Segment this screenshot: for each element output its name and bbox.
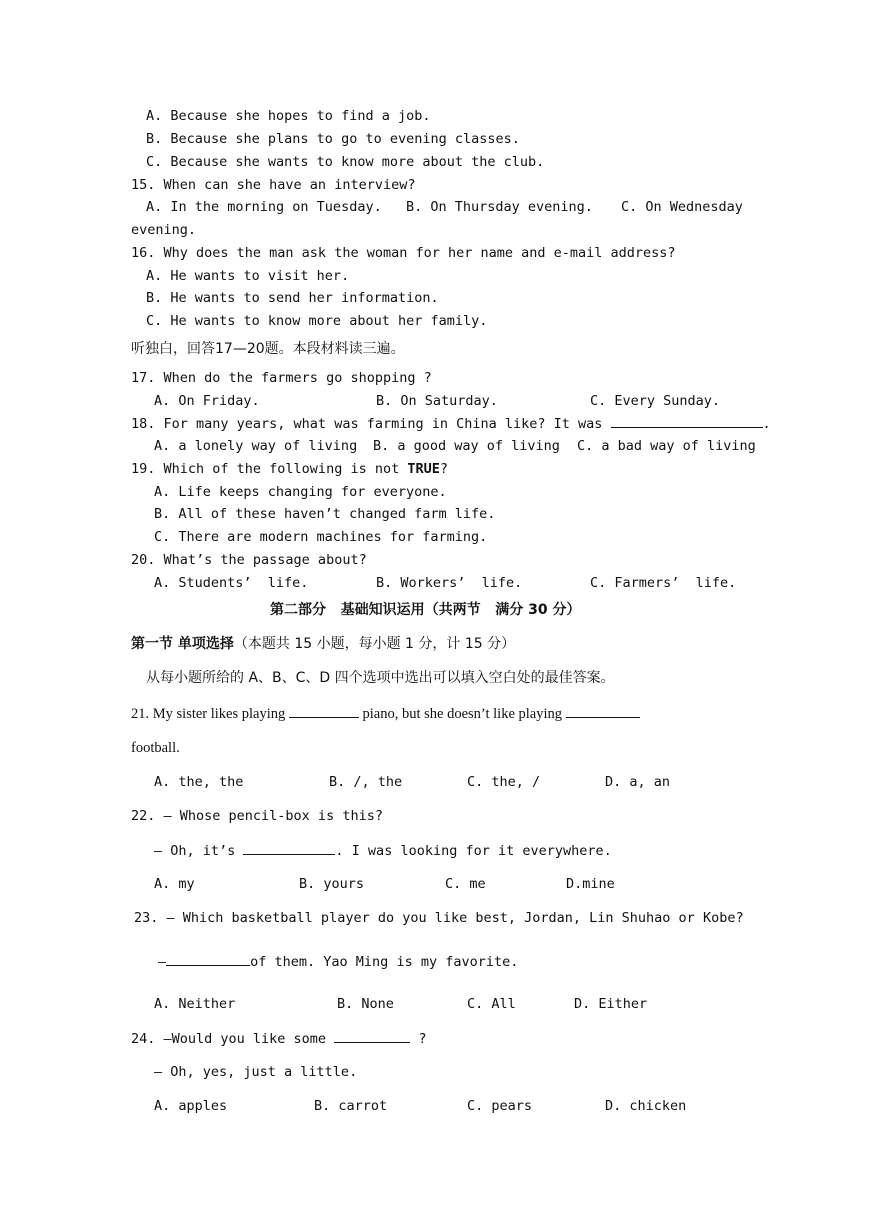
q21-blank-1 — [289, 704, 359, 718]
q24-stem — [131, 1029, 427, 1048]
q21-stem-part1: 21. My sister likes playing — [131, 706, 286, 722]
q23-stem: 23. — Which basketball player do you like best, Jordan, Lin Shuhao or Kobe? — [134, 910, 744, 926]
q22-reply-start: — Oh, it’s — [154, 843, 236, 859]
q17-stem: 17. When do the farmers go shopping ? — [131, 370, 432, 386]
q16-option-a: A. He wants to visit her. — [146, 268, 350, 284]
q24-answer-blank — [334, 1029, 410, 1043]
q22-option-a: A. my — [154, 876, 195, 892]
q21-option-d: D. a, an — [605, 774, 671, 790]
q18-stem-text: 18. For many years, what was farming in China like? It was — [131, 416, 603, 432]
q24-reply: — Oh, yes, just a little. — [154, 1064, 358, 1080]
q18-option-b: B. a good way of living — [373, 438, 560, 454]
q22-stem: 22. — Whose pencil-box is this? — [131, 808, 383, 824]
q22-reply — [154, 841, 612, 860]
q19-option-a: A. Life keeps changing for everyone. — [154, 484, 447, 500]
q19-option-b: B. All of these haven’t changed farm life. — [154, 506, 496, 522]
q23-option-a: A. Neither — [154, 996, 236, 1012]
q21-option-a: A. the, the — [154, 774, 244, 790]
q22-reply-end: . I was looking for it everywhere. — [335, 843, 612, 859]
q21-stem-continued: football. — [131, 740, 180, 756]
q23-option-b: B. None — [337, 996, 394, 1012]
section1-heading — [131, 635, 515, 653]
q19-stem — [131, 460, 448, 478]
q23-reply-start: — — [158, 954, 167, 970]
q20-option-c: C. Farmers’ life. — [590, 575, 737, 591]
section1-title: 第一节 单项选择 — [131, 636, 234, 652]
q15-stem: 15. When can she have an interview? — [131, 177, 416, 193]
q21-option-c: C. the, / — [467, 774, 541, 790]
q18-stem — [131, 414, 771, 433]
q17-option-b: B. On Saturday. — [376, 393, 498, 409]
q24-option-c: C. pears — [467, 1098, 533, 1114]
q18-option-c: C. a bad way of living — [577, 438, 756, 454]
q14-option-a: A. Because she hopes to find a job. — [146, 108, 431, 124]
q24-option-a: A. apples — [154, 1098, 228, 1114]
q15-option-c: C. On Wednesday — [621, 199, 743, 215]
q22-option-b: B. yours — [299, 876, 365, 892]
q19-stem-emphasis: TRUE — [407, 461, 440, 477]
q17-option-a: A. On Friday. — [154, 393, 260, 409]
q20-option-b: B. Workers’ life. — [376, 575, 523, 591]
q23-reply — [158, 952, 518, 971]
section1-instruction: 从每小题所给的 A、B、C、D 四个选项中选出可以填入空白处的最佳答案。 — [146, 670, 615, 686]
q15-option-a: A. In the morning on Tuesday. — [146, 199, 382, 215]
q21-blank-2 — [566, 704, 640, 718]
q20-stem: 20. What’s the passage about? — [131, 552, 367, 568]
q19-stem-text: 19. Which of the following is not — [131, 461, 408, 477]
section1-note: （本题共 15 小题，每小题 1 分，计 15 分） — [233, 636, 516, 652]
q15-option-c-continued: evening. — [131, 222, 197, 238]
q22-option-c: C. me — [445, 876, 486, 892]
q22-option-d: D.mine — [566, 876, 615, 892]
q23-answer-blank — [166, 952, 250, 966]
q16-option-c: C. He wants to know more about her family. — [146, 313, 488, 329]
q21-stem — [131, 704, 640, 723]
q17-option-c: C. Every Sunday. — [590, 393, 721, 409]
q24-option-d: D. chicken — [605, 1098, 687, 1114]
q21-stem-part2: piano, but she doesn’t like playing — [362, 706, 562, 722]
q18-answer-blank — [611, 414, 763, 428]
q15-option-b: B. On Thursday evening. — [406, 199, 593, 215]
q21-option-b: B. /, the — [329, 774, 403, 790]
monologue-instruction: 听独白，回答17—20题。本段材料读三遍。 — [131, 341, 405, 357]
q16-option-b: B. He wants to send her information. — [146, 290, 439, 306]
q18-option-a: A. a lonely way of living — [154, 438, 358, 454]
q22-answer-blank — [243, 841, 335, 855]
part2-title: 第二部分 基础知识运用（共两节 满分 30 分） — [270, 602, 581, 618]
q16-stem: 16. Why does the man ask the woman for her name and e-mail address? — [131, 245, 676, 261]
q23-reply-end: of them. Yao Ming is my favorite. — [250, 954, 519, 970]
q19-stem-end: ? — [439, 461, 448, 477]
q20-option-a: A. Students’ life. — [154, 575, 309, 591]
q23-option-c: C. All — [467, 996, 516, 1012]
q24-stem-end: ? — [418, 1031, 427, 1047]
q14-option-c: C. Because she wants to know more about the club. — [146, 154, 545, 170]
q23-option-d: D. Either — [574, 996, 648, 1012]
q24-option-b: B. carrot — [314, 1098, 388, 1114]
q18-stem-end: . — [762, 416, 771, 432]
q19-option-c: C. There are modern machines for farming. — [154, 529, 488, 545]
q24-stem-text: 24. —Would you like some — [131, 1031, 327, 1047]
q14-option-b: B. Because she plans to go to evening classes. — [146, 131, 520, 147]
